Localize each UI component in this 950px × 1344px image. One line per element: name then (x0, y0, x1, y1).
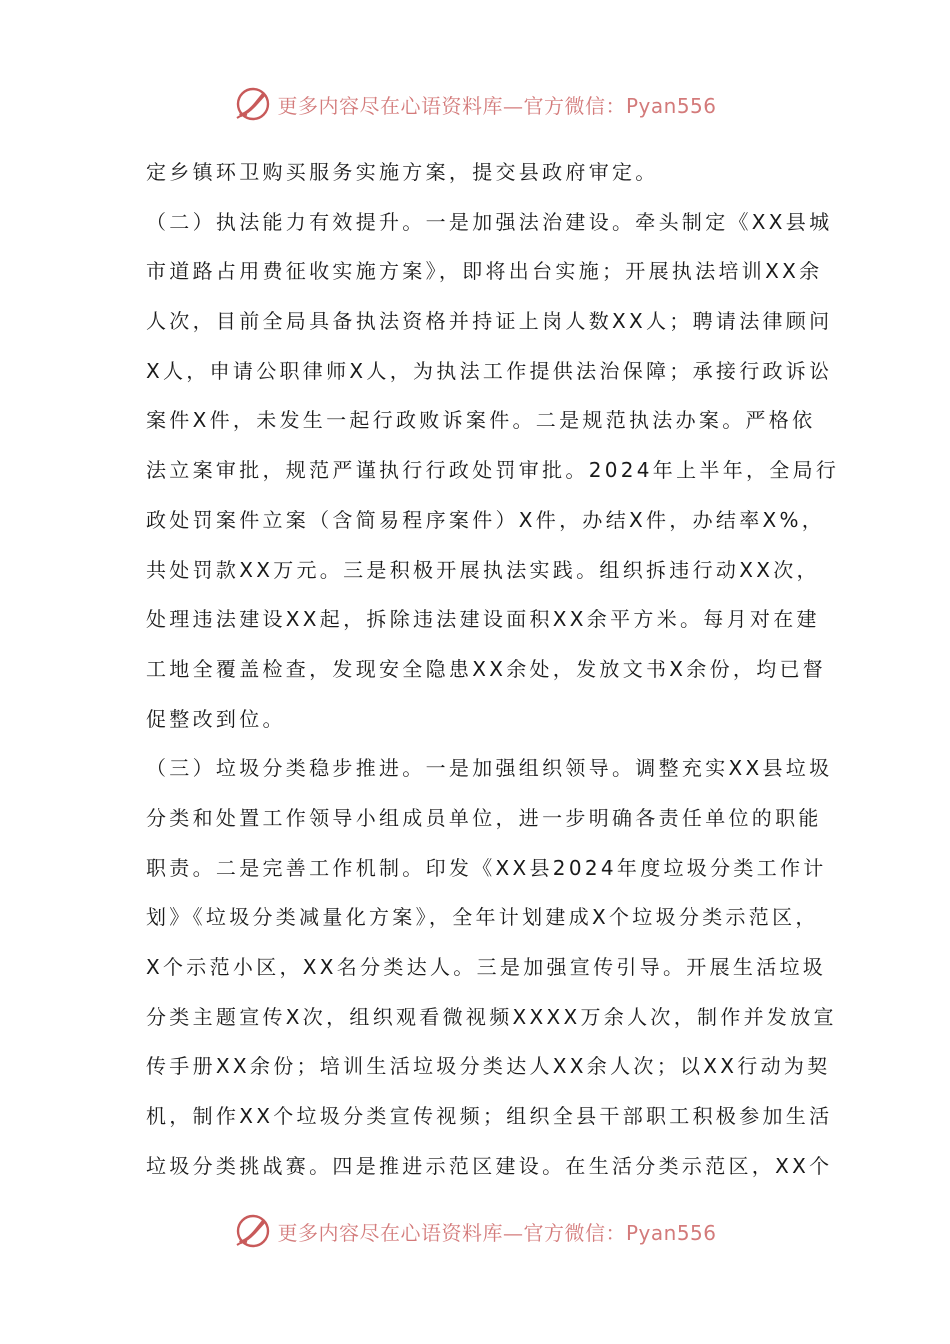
text-line: 案件X件，未发生一起行政败诉案件。二是规范执法办案。严格依 (146, 408, 816, 433)
document-body (146, 148, 840, 1191)
footer-title: 更多内容尽在心语资料库 (277, 1220, 503, 1245)
text-line: 政处罚案件立案（含简易程序案件）X件，办结X件，办结率X%， (146, 507, 826, 532)
text-line: 市道路占用费征收实施方案》，即将出台实施；开展执法培训XX余 (146, 259, 823, 284)
header-banner (0, 82, 950, 126)
footer-banner (0, 1209, 950, 1253)
text-line: X个示范小区，XX名分类达人。三是加强宣传引导。开展生活垃圾 (146, 955, 827, 979)
footer-account: Pyan556 (625, 1220, 717, 1245)
text-line: 机，制作XX个垃圾分类宣传视频；组织全县干部职工积极参加生活 (146, 1104, 833, 1129)
text-line: 工地全覆盖检查，发现安全隐患XX余处，发放文书X余份，均已督 (146, 656, 827, 681)
text-line: 处理违法建设XX起，拆除违法建设面积XX余平方米。每月对在建 (146, 607, 820, 632)
footer-text (277, 1217, 716, 1246)
text-line: 分类主题宣传X次，组织观看微视频XXXX万余人次，制作并发放宣 (146, 1004, 837, 1029)
text-line: 法立案审批，规范严谨执行行政处罚审批。2024年上半年，全局行 (146, 458, 840, 483)
header-text (277, 90, 716, 119)
text-line: 划》《垃圾分类减量化方案》，全年计划建成X个垃圾分类示范区， (146, 905, 819, 930)
header-account: Pyan556 (625, 93, 717, 118)
text-line: 共处罚款XX万元。三是积极开展执法实践。组织拆违行动XX次， (146, 557, 820, 582)
text-line: X人，申请公职律师X人，为执法工作提供法治保障；承接行政诉讼 (146, 358, 833, 383)
header-dash: — (502, 93, 524, 118)
pen-logo-icon (233, 84, 273, 124)
text-line: 传手册XX余份；培训生活垃圾分类达人XX余人次；以XX行动为契 (146, 1054, 831, 1079)
text-line: 促整改到位。 (146, 706, 286, 731)
text-line: 垃圾分类挑战赛。四是推进示范区建设。在生活分类示范区，XX个 (146, 1153, 833, 1178)
text-line: 职责。二是完善工作机制。印发《XX县2024年度垃圾分类工作计 (146, 855, 827, 880)
pen-logo-icon (233, 1211, 273, 1251)
text-line: 定乡镇环卫购买服务实施方案，提交县政府审定。 (146, 160, 659, 184)
text-line: 分类和处置工作领导小组成员单位，进一步明确各责任单位的职能 (146, 805, 822, 830)
text-line: （三）垃圾分类稳步推进。一是加强组织领导。调整充实XX县垃圾 (146, 756, 833, 781)
text-line: （二）执法能力有效提升。一是加强法治建设。牵头制定《XX县城 (146, 209, 833, 234)
text-line: 人次，目前全局具备执法资格并持证上岗人数XX人；聘请法律顾问 (146, 309, 833, 334)
footer-suffix: 官方微信： (523, 1220, 626, 1245)
header-title: 更多内容尽在心语资料库 (277, 93, 503, 118)
footer-dash: — (502, 1220, 524, 1245)
header-suffix: 官方微信： (523, 93, 626, 118)
